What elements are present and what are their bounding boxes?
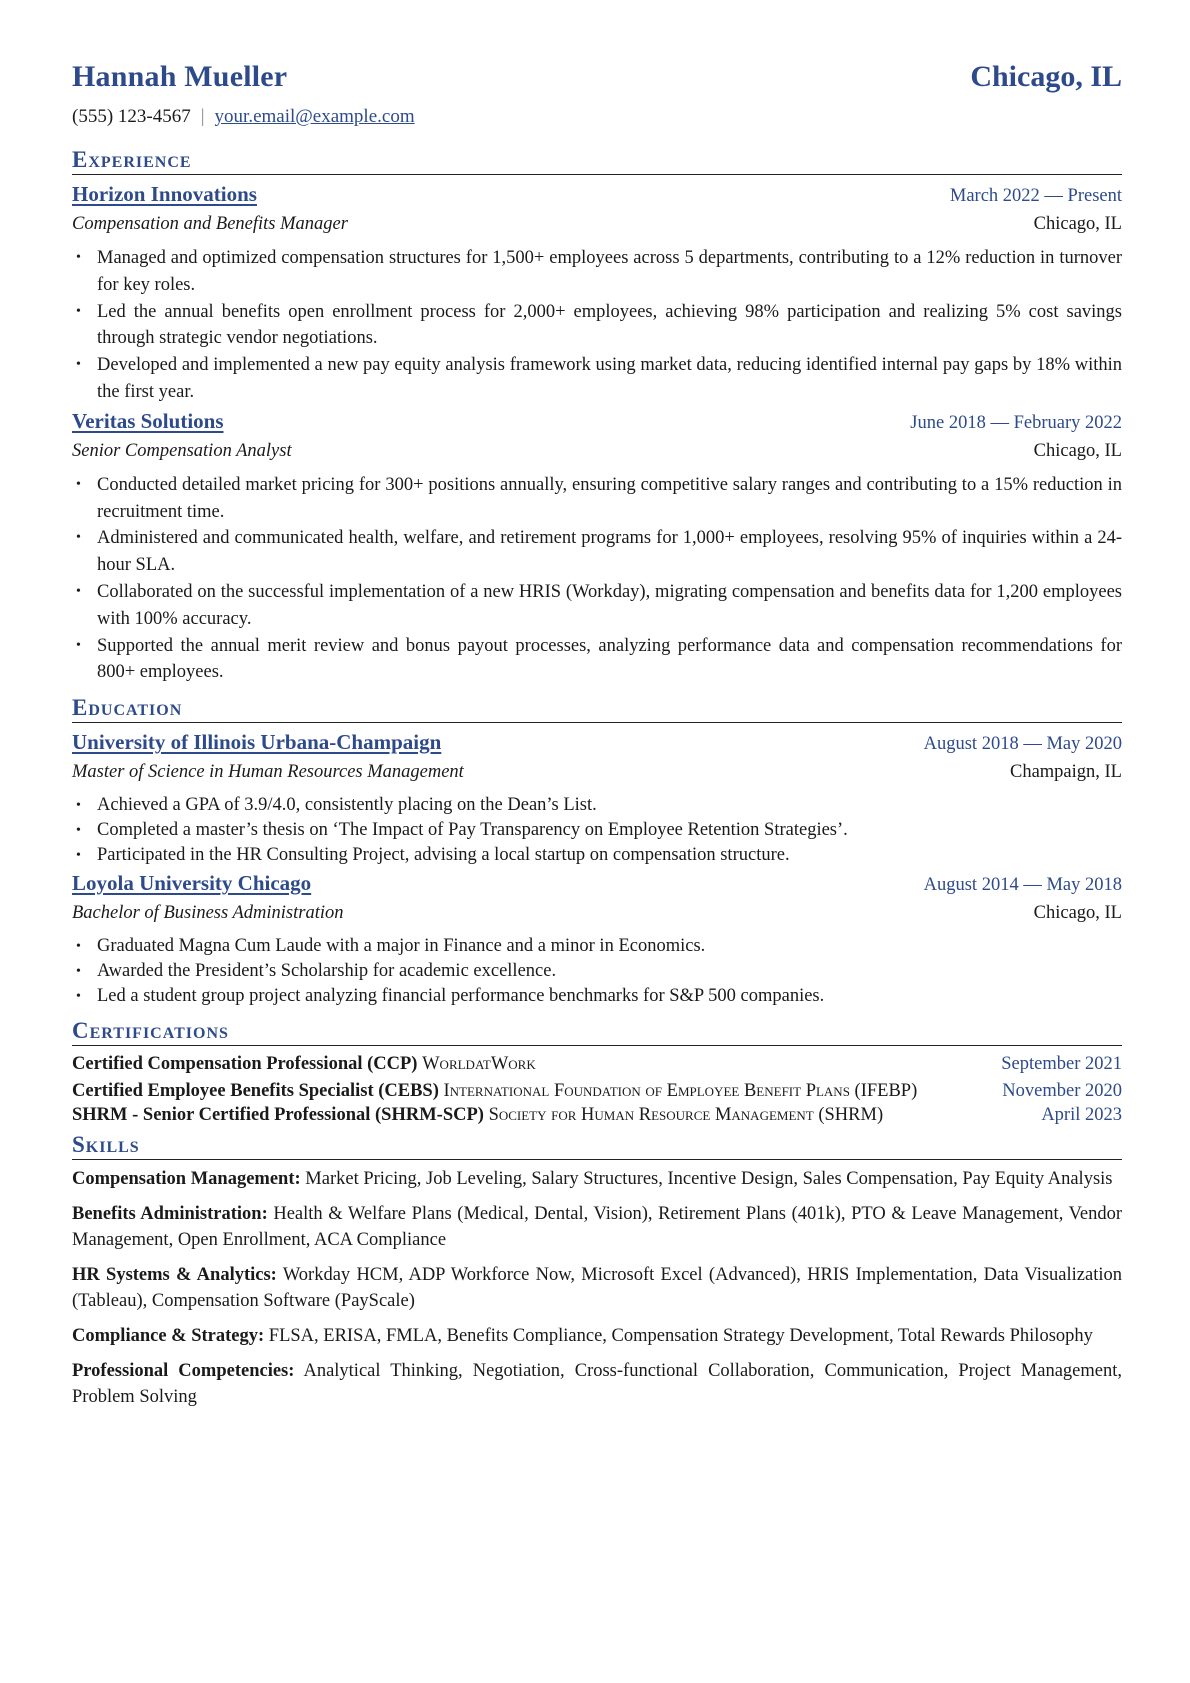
bullet-item: • Collaborated on the successful implementation of a new HRIS (Workday), migrating compensation and benefits data for 1,200 employees with 100% accuracy. [72,579,1122,633]
certification-name: SHRM - Senior Certified Professional (SHRM-SCP) [72,1105,484,1126]
skill-row [72,1358,1122,1410]
school-name[interactable]: Loyola University Chicago [72,871,312,896]
certification-date: April 2023 [1041,1105,1122,1126]
header-location: Chicago, IL [970,60,1122,93]
phone-number: (555) 123-4567 [72,106,191,127]
job-title: Senior Compensation Analyst [72,440,292,461]
bullet-list [72,245,1122,406]
entry-location: Chicago, IL [1033,440,1122,461]
skill-values: Market Pricing, Job Leveling, Salary Structures, Incentive Design, Sales Compensation, Pay Equity Analysis [305,1169,1113,1190]
certification-name: Certified Employee Benefits Specialist (CEBS) [72,1081,439,1102]
bullet-item: • Led a student group project analyzing financial performance benchmarks for S&P 500 companies. [72,984,1122,1009]
skill-values: Analytical Thinking, Negotiation, Cross-functional Collaboration, Communication, Project Management, Problem Solving [72,1361,1123,1408]
certification-item [72,1052,1122,1076]
skill-row [72,1166,1122,1192]
entry-dates: August 2014 — May 2018 [923,875,1122,896]
certification-item [72,1079,1122,1103]
bullet-list [72,472,1122,686]
bullet-item: • Achieved a GPA of 3.9/4.0, consistently placing on the Dean’s List. [72,793,1122,818]
bullet-list [72,793,1122,868]
skill-row [72,1262,1122,1314]
bullet-item: • Graduated Magna Cum Laude with a major in Finance and a minor in Economics. [72,934,1122,959]
entry-location: Champaign, IL [1009,762,1122,783]
bullet-item: • Conducted detailed market pricing for 300+ positions annually, ensuring competitive salary ranges and contributing to a 15% reduction in recruitment time. [72,472,1122,526]
certification-list [72,1052,1122,1127]
section-title-skills: Skills [72,1131,1122,1160]
skill-category: Compliance & Strategy: [72,1326,265,1347]
skill-values: Workday HCM, ADP Workforce Now, Microsoft Excel (Advanced), HRIS Implementation, Data Visualization (Tableau), Compensation Software (PayScale) [72,1265,1122,1312]
bullet-item: • Developed and implemented a new pay equity analysis framework using market data, reducing identified internal pay gaps by 18% within the first year. [72,352,1122,406]
entry-location: Chicago, IL [1033,903,1122,924]
education-entry [72,727,1122,868]
resume-page [72,60,1122,1419]
contact-separator: | [200,106,205,127]
contact-line [72,106,1122,136]
skill-row [72,1323,1122,1349]
resume-header [72,60,1122,104]
section-title-education: Education [72,694,1122,723]
email-link[interactable]: your.email@example.com [214,106,415,127]
certification-item [72,1103,1122,1127]
bullet-item: • Administered and communicated health, welfare, and retirement programs for 1,000+ employees, resolving 95% of inquiries within a 24-hour SLA. [72,525,1122,579]
education-entry [72,868,1122,1009]
skill-category: Benefits Administration: [72,1204,268,1225]
candidate-name: Hannah Mueller [72,60,288,93]
certification-issuer: International Foundation of Employee Benefit Plans (IFEBP) [443,1081,918,1102]
entry-dates: August 2018 — May 2020 [923,734,1122,755]
skill-category: HR Systems & Analytics: [72,1265,277,1286]
entry-location: Chicago, IL [1033,214,1122,234]
bullet-item: • Supported the annual merit review and bonus payout processes, analyzing performance data and compensation recommendations for 800+ employees. [72,633,1122,687]
company-name[interactable]: Horizon Innovations [72,182,257,206]
section-title-certifications: Certifications [72,1017,1122,1046]
bullet-item: • Participated in the HR Consulting Project, advising a local startup on compensation structure. [72,843,1122,868]
bullet-item: • Managed and optimized compensation structures for 1,500+ employees across 5 departments, contributing to a 12% reduction in turnover for key roles. [72,245,1122,299]
degree: Bachelor of Business Administration [72,903,344,924]
experience-entry [72,179,1122,406]
entry-dates: March 2022 — Present [949,186,1122,206]
degree: Master of Science in Human Resources Management [72,762,464,783]
certification-issuer: WorldatWork [422,1054,536,1075]
skill-row [72,1201,1122,1253]
skill-category: Professional Competencies: [72,1361,295,1382]
skill-values: FLSA, ERISA, FMLA, Benefits Compliance, Compensation Strategy Development, Total Rewards Philosophy [268,1326,1093,1347]
school-name[interactable]: University of Illinois Urbana-Champaign [72,730,442,755]
certification-date: November 2020 [1002,1081,1122,1102]
company-name[interactable]: Veritas Solutions [72,408,224,433]
skill-values: Health & Welfare Plans (Medical, Dental, Vision), Retirement Plans (401k), PTO & Leave Management, Vendor Management, Open Enrollment, ACA Compliance [72,1204,1123,1251]
entry-dates: June 2018 — February 2022 [910,412,1122,433]
bullet-list [72,934,1122,1009]
experience-entry [72,406,1122,686]
certification-date: September 2021 [1001,1054,1122,1075]
job-title: Compensation and Benefits Manager [72,214,348,234]
certification-issuer: Society for Human Resource Management (SHRM) [488,1105,884,1126]
skills-list [72,1166,1122,1410]
bullet-item: • Led the annual benefits open enrollment process for 2,000+ employees, achieving 98% participation and realizing 5% cost savings through strategic vendor negotiations. [72,299,1122,353]
section-title-experience: Experience [72,146,1122,175]
bullet-item: • Completed a master’s thesis on ‘The Impact of Pay Transparency on Employee Retention Strategies’. [72,818,1122,843]
skill-category: Compensation Management: [72,1169,301,1190]
certification-name: Certified Compensation Professional (CCP) [72,1054,418,1075]
bullet-item: • Awarded the President’s Scholarship for academic excellence. [72,959,1122,984]
